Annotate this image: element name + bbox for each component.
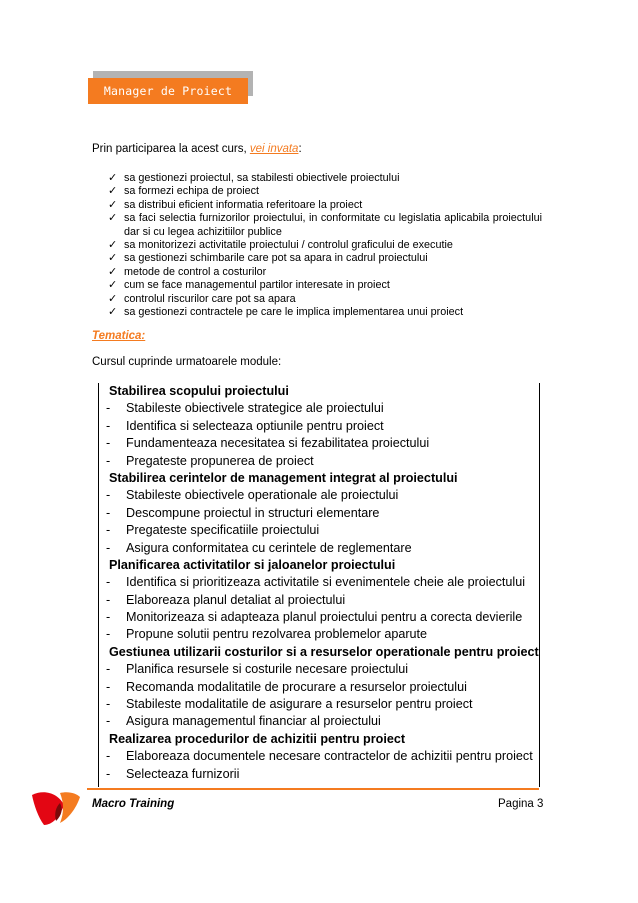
check-icon: ✓ [108,172,118,184]
list-item: ✓ sa gestionezi proiectul, sa stabilesti obiectivele proiectului [108,172,400,184]
check-icon: ✓ [108,198,118,211]
banner-title: Manager de Proiect [88,78,248,104]
module-item: - Identifica si selecteaza optiunile pentru proiect [106,418,384,433]
footer-company: Macro Training [92,798,175,810]
module-item: - Descompune proiectul in structuri elementare [106,505,380,520]
footer-page-number: Pagina 3 [498,798,544,810]
module-item: - Stabileste obiectivele operationale ale proiectului [106,488,399,503]
list-item: ✓ sa distribui eficient informatia referitoare la proiect [108,198,363,211]
module-item: - Fundamenteaza necesitatea si fezabilitatea proiectului [106,436,430,451]
module-item: - Elaboreaza documentele necesare contractelor de achizitii pentru proiect [106,749,533,764]
module-item: - Pregateste specificatiile proiectului [106,523,320,538]
list-item: ✓ controlul riscurilor care pot sa apara [108,292,296,305]
learning-outcomes-list [108,172,542,319]
macro-training-logo [30,787,86,827]
check-icon: ✓ [108,185,118,198]
check-icon: ✓ [108,292,118,305]
list-item: ✓ sa gestionezi schimbarile care pot sa apara in cadrul proiectului [108,252,428,265]
list-item: ✓ sa faci selectia furnizorilor proiectului, in conformitate cu legislatia aplicabila proiectului dar si cu legea achizitiilor publice [108,212,542,238]
module-item: - Stabileste obiectivele strategice ale proiectului [106,401,384,416]
check-icon: ✓ [108,279,118,292]
module-heading: Stabilirea scopului proiectului [109,384,289,398]
list-item: ✓ sa formezi echipa de proiect [108,185,260,198]
intro-highlight: vei invata [249,143,299,155]
check-icon: ✓ [108,239,118,252]
module-item: - Pregateste propunerea de proiect [106,453,314,468]
list-item: ✓ sa monitorizezi activitatile proiectului / controlul graficului de executie [108,239,453,252]
module-item: - Asigura managementul financiar al proiectului [106,714,381,729]
module-item: - Elaboreaza planul detaliat al proiectului [106,592,346,607]
module-item: - Recomanda modalitatile de procurare a resurselor proiectului [106,679,467,694]
check-icon: ✓ [108,252,118,265]
check-icon: ✓ [108,212,118,225]
module-item: - Planifica resursele si costurile necesare proiectului [106,662,409,677]
list-item: ✓ metode de control a costurilor [108,265,267,278]
module-item: - Asigura conformitatea cu cerintele de reglementare [106,540,412,555]
intro-before: Prin participarea la acest curs, [92,143,250,155]
intro-text [92,143,302,155]
list-item: ✓ cum se face managementul partilor interesate in proiect [108,279,390,292]
module-heading: Gestiunea utilizarii costurilor si a resurselor operationale pentru proiect [109,644,539,659]
check-icon: ✓ [108,306,118,319]
check-icon: ✓ [108,265,118,278]
intro-after: : [298,143,302,155]
module-item: - Monitorizeaza si adapteaza planul proiectului pentru a corecta devierile [106,610,523,625]
tematica-heading: Tematica: [92,330,146,342]
module-heading: Stabilirea cerintelor de management integrat al proiectului [109,470,458,485]
modules-intro: Cursul cuprinde urmatoarele module: [92,356,282,368]
module-heading: Planificarea activitatilor si jaloanelor proiectului [109,557,396,572]
list-item: ✓ sa gestionezi contractele pe care le implica implementarea unui proiect [108,306,464,319]
footer-divider [87,788,539,790]
module-item: - Stabileste modalitatile de asigurare a resurselor pentru proiect [106,697,473,712]
module-item: - Propune solutii pentru rezolvarea problemelor aparute [106,627,428,642]
module-item: - Selecteaza furnizorii [106,766,240,781]
module-heading: Realizarea procedurilor de achizitii pentru proiect [109,731,406,746]
module-item: - Identifica si prioritizeaza activitatile si evenimentele cheie ale proiectului [106,575,526,590]
modules-box [98,383,540,787]
